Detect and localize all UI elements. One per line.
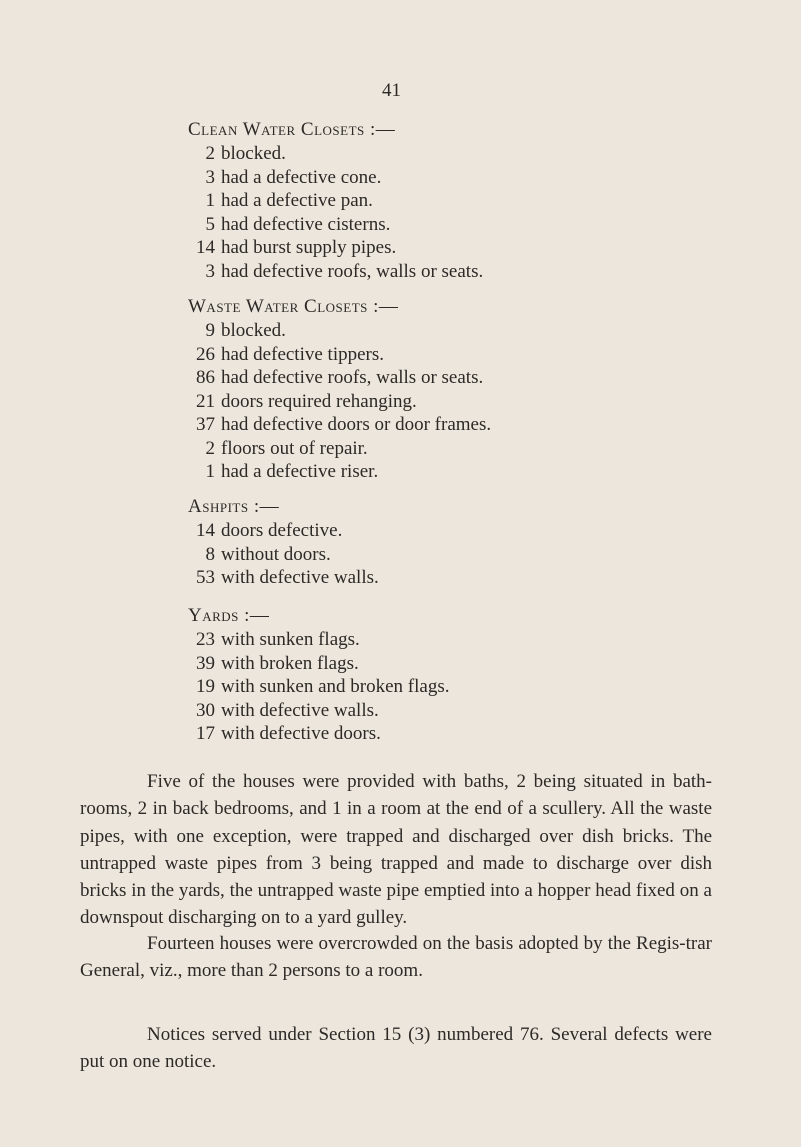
- item-text: with sunken and broken flags.: [221, 676, 450, 697]
- item-count: 3: [205, 260, 215, 282]
- section-heading: Ashpits :—: [188, 496, 280, 517]
- item-count: 14: [196, 237, 215, 258]
- item-text: doors required rehanging.: [221, 390, 417, 412]
- section-clean-water-closets: [188, 118, 748, 283]
- item-count: 1: [205, 190, 215, 211]
- item-text: had defective roofs, walls or seats.: [221, 260, 484, 282]
- list-item: [192, 675, 748, 699]
- item-text: had defective cisterns.: [221, 213, 391, 235]
- item-list: [192, 142, 748, 283]
- list-item: [192, 519, 748, 543]
- item-count: 5: [205, 213, 215, 235]
- item-text: blocked.: [221, 143, 286, 164]
- item-text: with sunken flags.: [221, 629, 360, 650]
- item-count: 14: [196, 520, 215, 541]
- section-heading: Yards :—: [188, 605, 270, 626]
- paragraph-baths: Five of the houses were provided with baths, 2 being situated in bath-rooms, 2 in back bedrooms, and 1 in a room at the end of a scullery. All the waste pipes, with one exception, were trapped and discharged over dish bricks. The untrapped waste pipes from 3 being trapped and made to discharge over dish bricks in the yards, the untrapped waste pipe emptied into a hopper head fixed on a downspout discharging on to a yard gulley.: [80, 771, 712, 929]
- item-count: 39: [196, 652, 215, 674]
- list-item: [192, 543, 748, 567]
- item-text: had a defective riser.: [221, 461, 379, 482]
- list-item: [192, 652, 748, 676]
- item-count: 2: [205, 143, 215, 164]
- item-text: with defective doors.: [221, 723, 381, 744]
- list-item: [192, 460, 748, 484]
- item-count: 21: [196, 390, 215, 412]
- item-text: had defective doors or door frames.: [221, 414, 492, 435]
- item-list: [192, 319, 748, 484]
- item-list: [192, 628, 748, 746]
- item-count: 1: [205, 461, 215, 482]
- list-item: [192, 166, 748, 190]
- list-item: [192, 566, 748, 590]
- item-count: 30: [196, 699, 215, 721]
- item-count: 37: [196, 414, 215, 435]
- list-item: [192, 699, 748, 723]
- list-item: [192, 213, 748, 237]
- item-text: blocked.: [221, 320, 286, 341]
- item-text: doors defective.: [221, 520, 343, 541]
- item-count: 8: [205, 543, 215, 565]
- list-item: [192, 343, 748, 367]
- item-count: 19: [196, 676, 215, 697]
- item-count: 26: [196, 343, 215, 365]
- item-count: 86: [196, 367, 215, 388]
- list-item: [192, 722, 748, 746]
- item-text: with defective walls.: [221, 567, 379, 588]
- paragraph-notices: Notices served under Section 15 (3) numbered 76. Several defects were put on one notice.: [80, 1024, 712, 1073]
- item-text: had a defective pan.: [221, 190, 373, 211]
- list-item: [192, 260, 748, 284]
- item-count: 53: [196, 567, 215, 588]
- section-yards: [188, 604, 748, 746]
- list-item: [192, 437, 748, 461]
- list-item: [192, 189, 748, 213]
- item-text: had defective tippers.: [221, 343, 385, 365]
- item-text: with defective walls.: [221, 699, 379, 721]
- page-number: 41: [382, 80, 401, 101]
- item-count: 2: [205, 437, 215, 459]
- item-text: floors out of repair.: [221, 437, 368, 459]
- list-item: [192, 413, 748, 437]
- list-item: [192, 319, 748, 343]
- item-text: without doors.: [221, 543, 331, 565]
- item-count: 3: [205, 166, 215, 188]
- list-item: [192, 236, 748, 260]
- section-waste-water-closets: [188, 295, 748, 484]
- item-count: 17: [196, 723, 215, 744]
- section-ashpits: [188, 495, 748, 590]
- item-count: 9: [205, 320, 215, 341]
- item-text: with broken flags.: [221, 652, 359, 674]
- list-item: [192, 628, 748, 652]
- item-text: had a defective cone.: [221, 166, 382, 188]
- section-heading: Waste Water Closets :—: [188, 296, 399, 317]
- item-text: had defective roofs, walls or seats.: [221, 367, 484, 388]
- item-count: 23: [196, 629, 215, 650]
- list-item: [192, 142, 748, 166]
- list-item: [192, 366, 748, 390]
- item-text: had burst supply pipes.: [221, 237, 397, 258]
- section-heading: Clean Water Closets :—: [188, 119, 396, 140]
- list-item: [192, 390, 748, 414]
- paragraph-overcrowding: Fourteen houses were overcrowded on the basis adopted by the Regis-trar General, viz., more than 2 persons to a room.: [80, 933, 712, 982]
- item-list: [192, 519, 748, 590]
